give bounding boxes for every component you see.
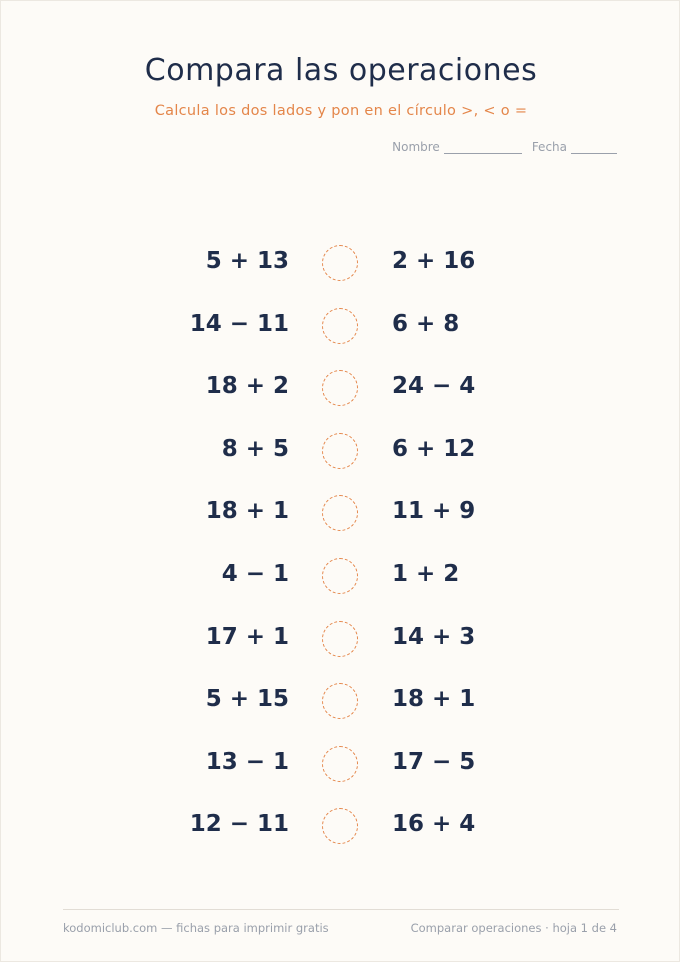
page-title: Compara las operaciones bbox=[144, 53, 538, 88]
left-expression: 18 + 2 bbox=[205, 373, 289, 400]
answer-circle[interactable] bbox=[322, 683, 358, 719]
left-expression: 12 − 11 bbox=[189, 811, 289, 838]
right-expression: 16 + 4 bbox=[392, 811, 476, 838]
name-date-fields bbox=[392, 140, 617, 154]
footer-divider bbox=[63, 909, 619, 910]
answer-circle[interactable] bbox=[322, 495, 358, 531]
left-expression: 8 + 5 bbox=[221, 435, 289, 462]
right-expression: 18 + 1 bbox=[392, 686, 476, 713]
right-expression: 1 + 2 bbox=[392, 561, 460, 587]
right-expression: 6 + 12 bbox=[392, 435, 476, 462]
answer-circle[interactable] bbox=[322, 308, 358, 344]
comparison-row bbox=[1, 795, 680, 857]
comparison-row bbox=[1, 295, 680, 357]
answer-circle[interactable] bbox=[322, 245, 358, 281]
instructions: Calcula los dos lados y pon en el círculo >, < o = bbox=[154, 103, 528, 119]
comparison-row bbox=[1, 733, 680, 795]
comparison-row bbox=[1, 482, 680, 544]
answer-circle[interactable] bbox=[322, 558, 358, 594]
answer-circle[interactable] bbox=[322, 746, 358, 782]
comparison-row bbox=[1, 670, 680, 732]
left-expression: 5 + 13 bbox=[205, 248, 289, 274]
date-label: Fecha bbox=[531, 140, 567, 154]
comparison-row bbox=[1, 420, 680, 482]
comparison-row bbox=[1, 545, 680, 607]
left-expression: 4 − 1 bbox=[221, 561, 289, 587]
comparison-row bbox=[1, 608, 680, 670]
left-expression: 14 − 11 bbox=[189, 310, 289, 337]
answer-circle[interactable] bbox=[322, 370, 358, 406]
date-line[interactable] bbox=[571, 141, 617, 154]
comparison-row bbox=[1, 357, 680, 419]
right-expression: 24 − 4 bbox=[392, 373, 476, 400]
answer-circle[interactable] bbox=[322, 808, 358, 844]
comparison-row bbox=[1, 232, 680, 294]
right-expression: 2 + 16 bbox=[392, 248, 476, 274]
right-expression: 14 + 3 bbox=[392, 623, 476, 650]
left-expression: 5 + 15 bbox=[205, 686, 289, 713]
left-expression: 18 + 1 bbox=[205, 498, 289, 525]
name-label: Nombre bbox=[392, 140, 440, 154]
right-expression: 6 + 8 bbox=[392, 310, 460, 337]
name-line[interactable] bbox=[444, 141, 522, 154]
footer-page-info: Comparar operaciones · hoja 1 de 4 bbox=[410, 921, 617, 935]
footer-site: kodomiclub.com — fichas para imprimir gratis bbox=[63, 921, 329, 935]
answer-circle[interactable] bbox=[322, 433, 358, 469]
right-expression: 11 + 9 bbox=[392, 498, 476, 525]
left-expression: 13 − 1 bbox=[205, 748, 289, 775]
right-expression: 17 − 5 bbox=[392, 748, 476, 775]
left-expression: 17 + 1 bbox=[205, 623, 289, 650]
answer-circle[interactable] bbox=[322, 621, 358, 657]
